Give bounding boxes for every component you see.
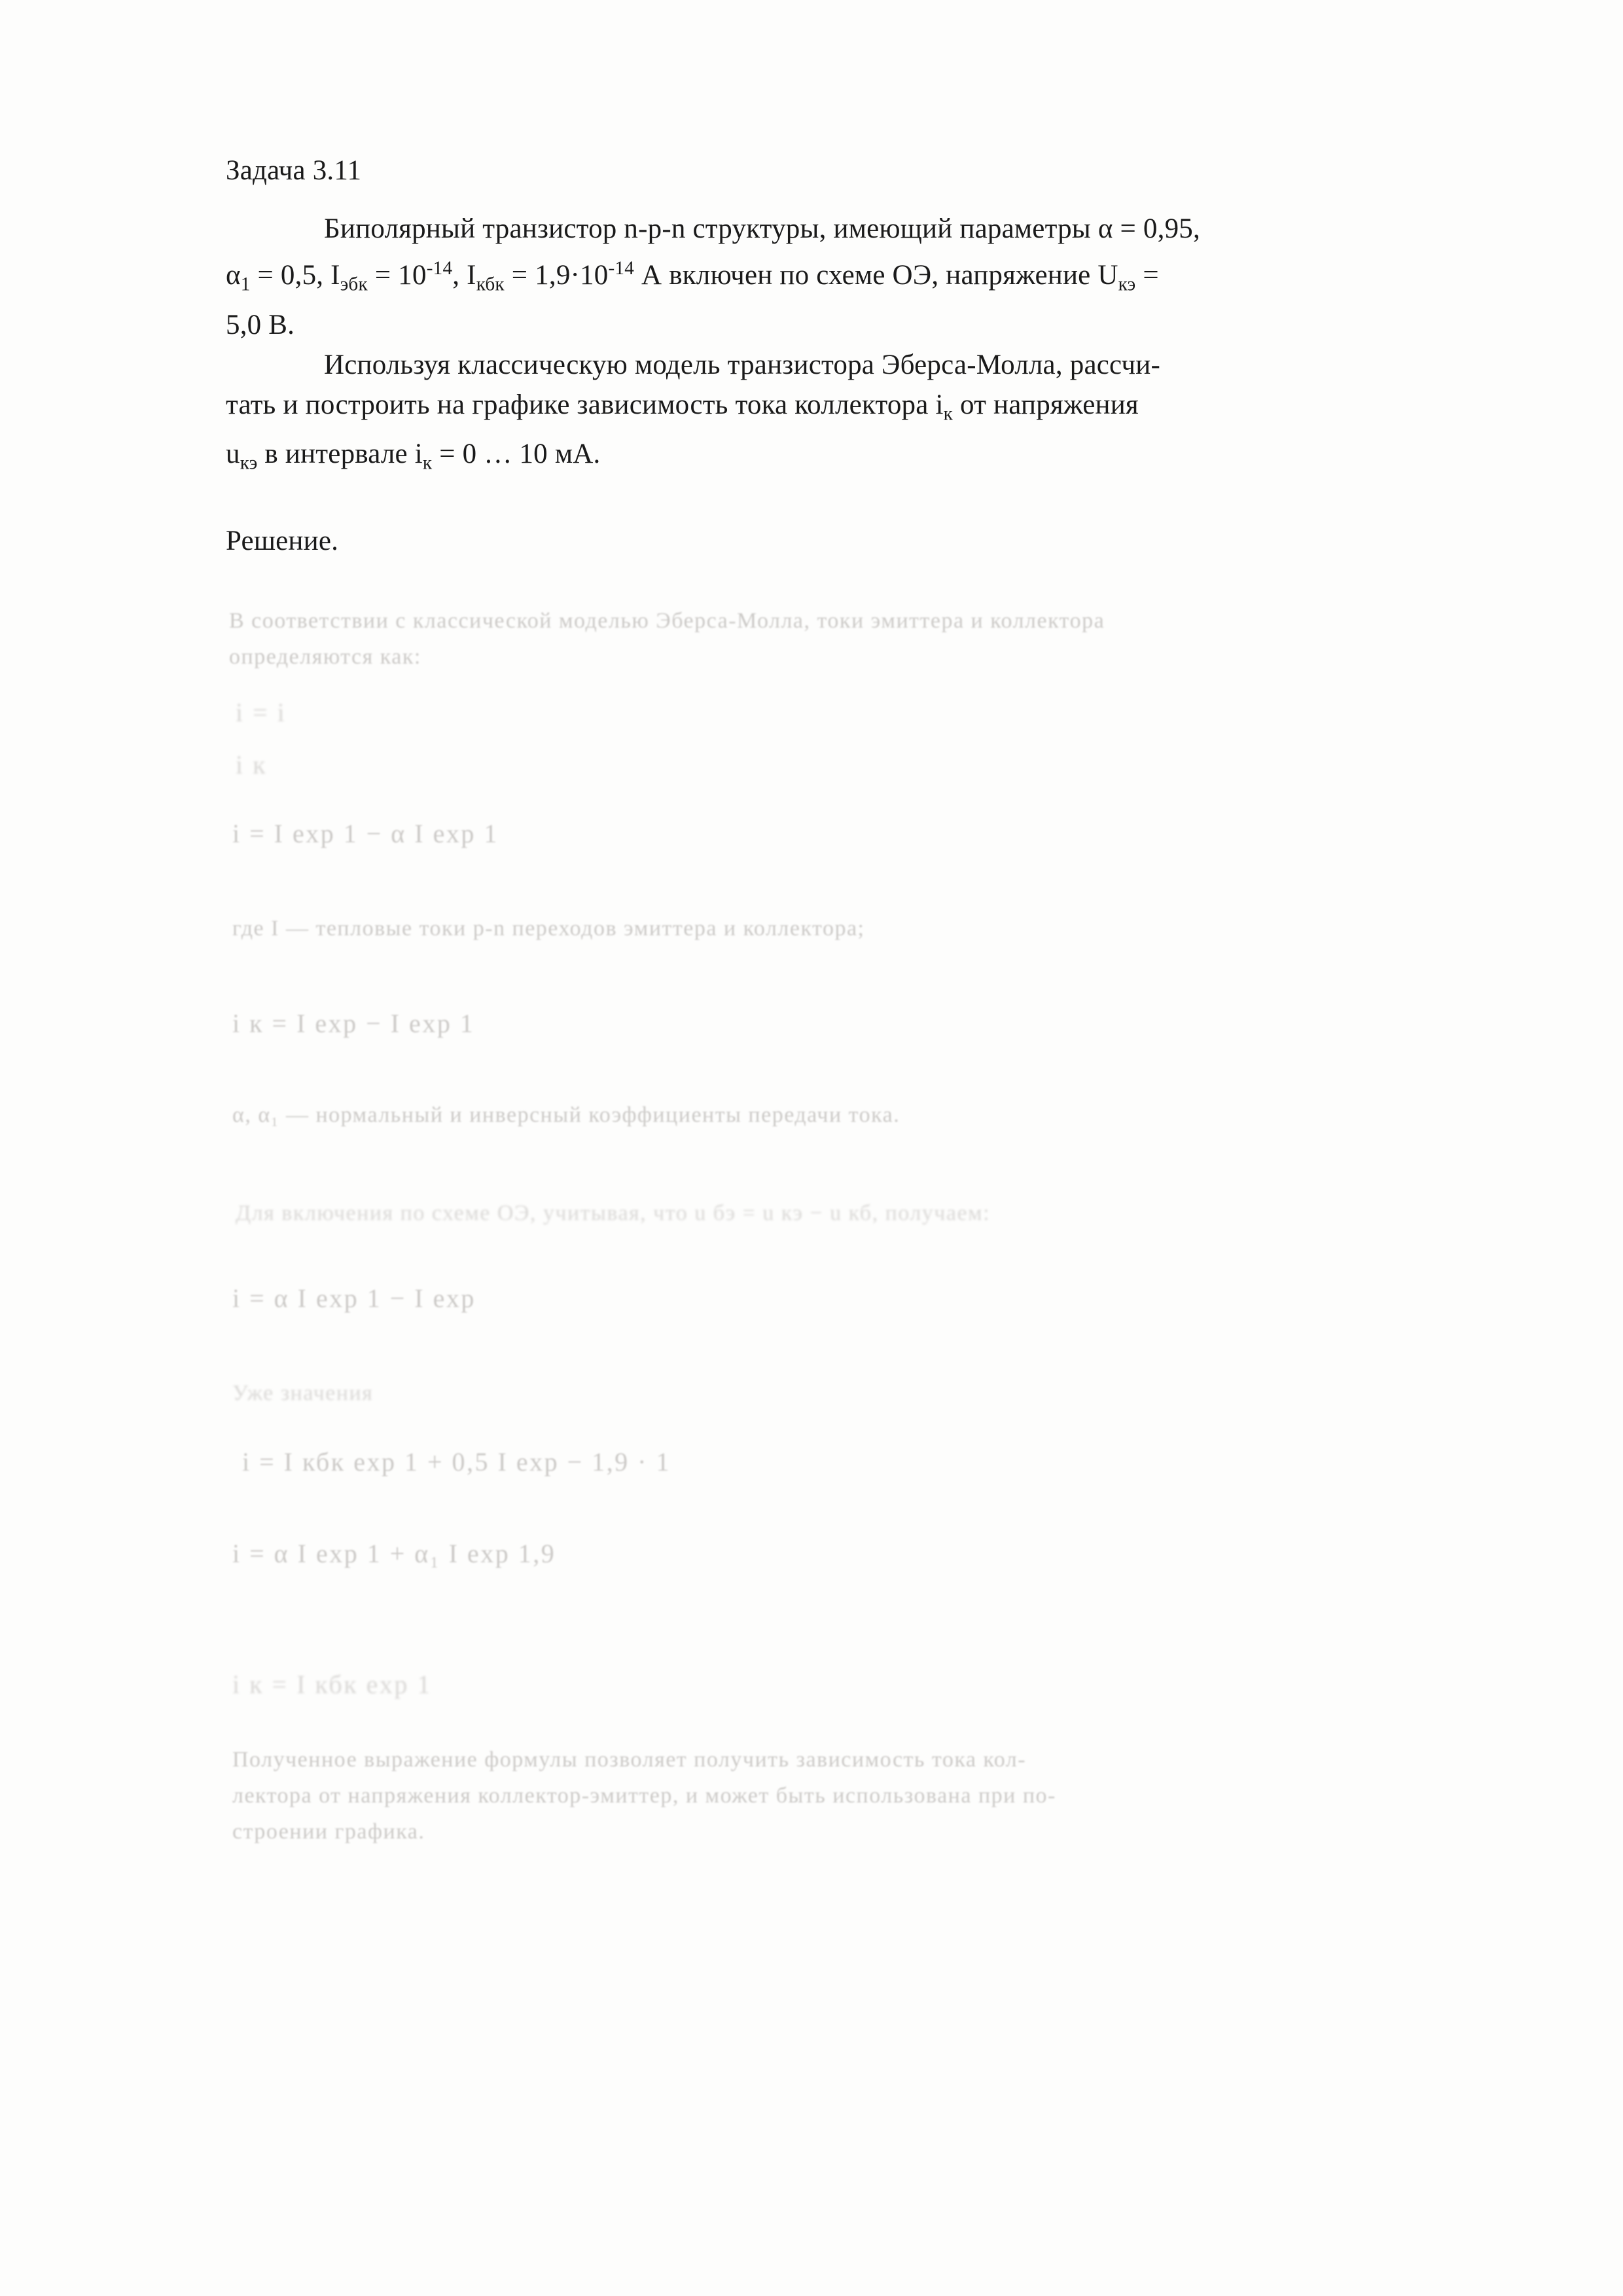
faded-formula-5: i = α I exp 1 − I exp [232,1283,476,1313]
faded-line-3: где I — тепловые токи p-n переходов эмиттера и коллектора; [232,916,865,941]
spacer-2 [226,483,1502,521]
faded-formula-6: i = I кбк exp 1 + 0,5 I exp − 1,9 · 1 [242,1447,671,1477]
statement-line-6 [226,434,1502,483]
task-text-b: от напряжения [953,389,1139,420]
alpha1-symbol: α [226,260,241,291]
ikbk-subscript: кбк [476,274,505,295]
ik-sub-2: к [422,452,433,474]
task-text-a: тать и построить на графике зависимость тока коллектора i [226,389,944,420]
document-body [226,151,1502,561]
statement-line-1 [226,209,1502,249]
faded-formula-7: i = α I exp 1 + α₁ I exp 1,9 [232,1539,556,1568]
alpha-value: α = 0,95, [1097,213,1200,244]
faded-formula-8: i к = I кбк exp 1 [232,1670,432,1699]
scheme-text: А включен по схеме ОЭ, напряжение U [634,260,1118,291]
faded-solution-region [216,609,1525,2114]
ikbk-label: , I [452,260,476,291]
iebk-subscript: эбк [340,274,368,295]
statement-line-2 [226,249,1502,305]
faded-formula-2: i к [236,750,268,780]
range-text-a: в интервале i [257,438,423,469]
problem-title: Задача 3.11 [226,155,362,186]
ikbk-exponent: -14 [608,258,635,279]
uke-symbol: u [226,438,240,469]
faded-line-4: α, α₁ — нормальный и инверсный коэффициенты передачи тока. [232,1103,901,1127]
uke-equals: = [1135,260,1159,291]
faded-line-7: Полученное выражение формулы позволяет получить зависимость тока кол- [232,1748,1027,1772]
faded-line-1: В соответствии с классической моделью Эберса-Молла, токи эмиттера и коллектора [229,609,1105,633]
statement-text-1: Биполярный транзистор n-p-n структуры, имеющий параметры [324,213,1098,244]
faded-line-8: лектора от напряжения коллектор-эмиттер, и может быть использована при по- [232,1784,1056,1808]
statement-line-4: Используя классическую модель транзистора Эберса-Молла, рассчи- [324,349,1160,380]
range-text-b: = 0 … 10 мА. [432,438,601,469]
uke-sub-2: кэ [240,452,258,474]
iebk-value: = 10 [367,260,427,291]
statement-line-3: 5,0 В. [226,309,295,340]
solution-heading: Решение. [226,526,339,557]
faded-formula-1: i = i [236,698,287,727]
alpha1-subscript: 1 [240,274,251,295]
iebk-exponent: -14 [426,258,453,279]
ikbk-value: = 1,9·10 [504,260,609,291]
faded-line-5: Для включения по схеме ОЭ, учитывая, что u бэ = u кэ − u кб, получаем: [236,1201,991,1225]
faded-formula-4: i к = I exp − I exp 1 [232,1009,475,1038]
alpha1-value: = 0,5, I [250,260,340,291]
ik-subscript: к [943,403,954,424]
uke-subscript: кэ [1118,274,1136,295]
spacer [226,190,1502,209]
faded-line-9: строении графика. [232,1820,425,1844]
faded-line-6: Уже значения [232,1381,374,1405]
faded-formula-3: i = I exp 1 − α I exp 1 [232,819,499,848]
statement-line-5 [226,385,1502,434]
faded-line-2: определяются как: [229,645,421,669]
